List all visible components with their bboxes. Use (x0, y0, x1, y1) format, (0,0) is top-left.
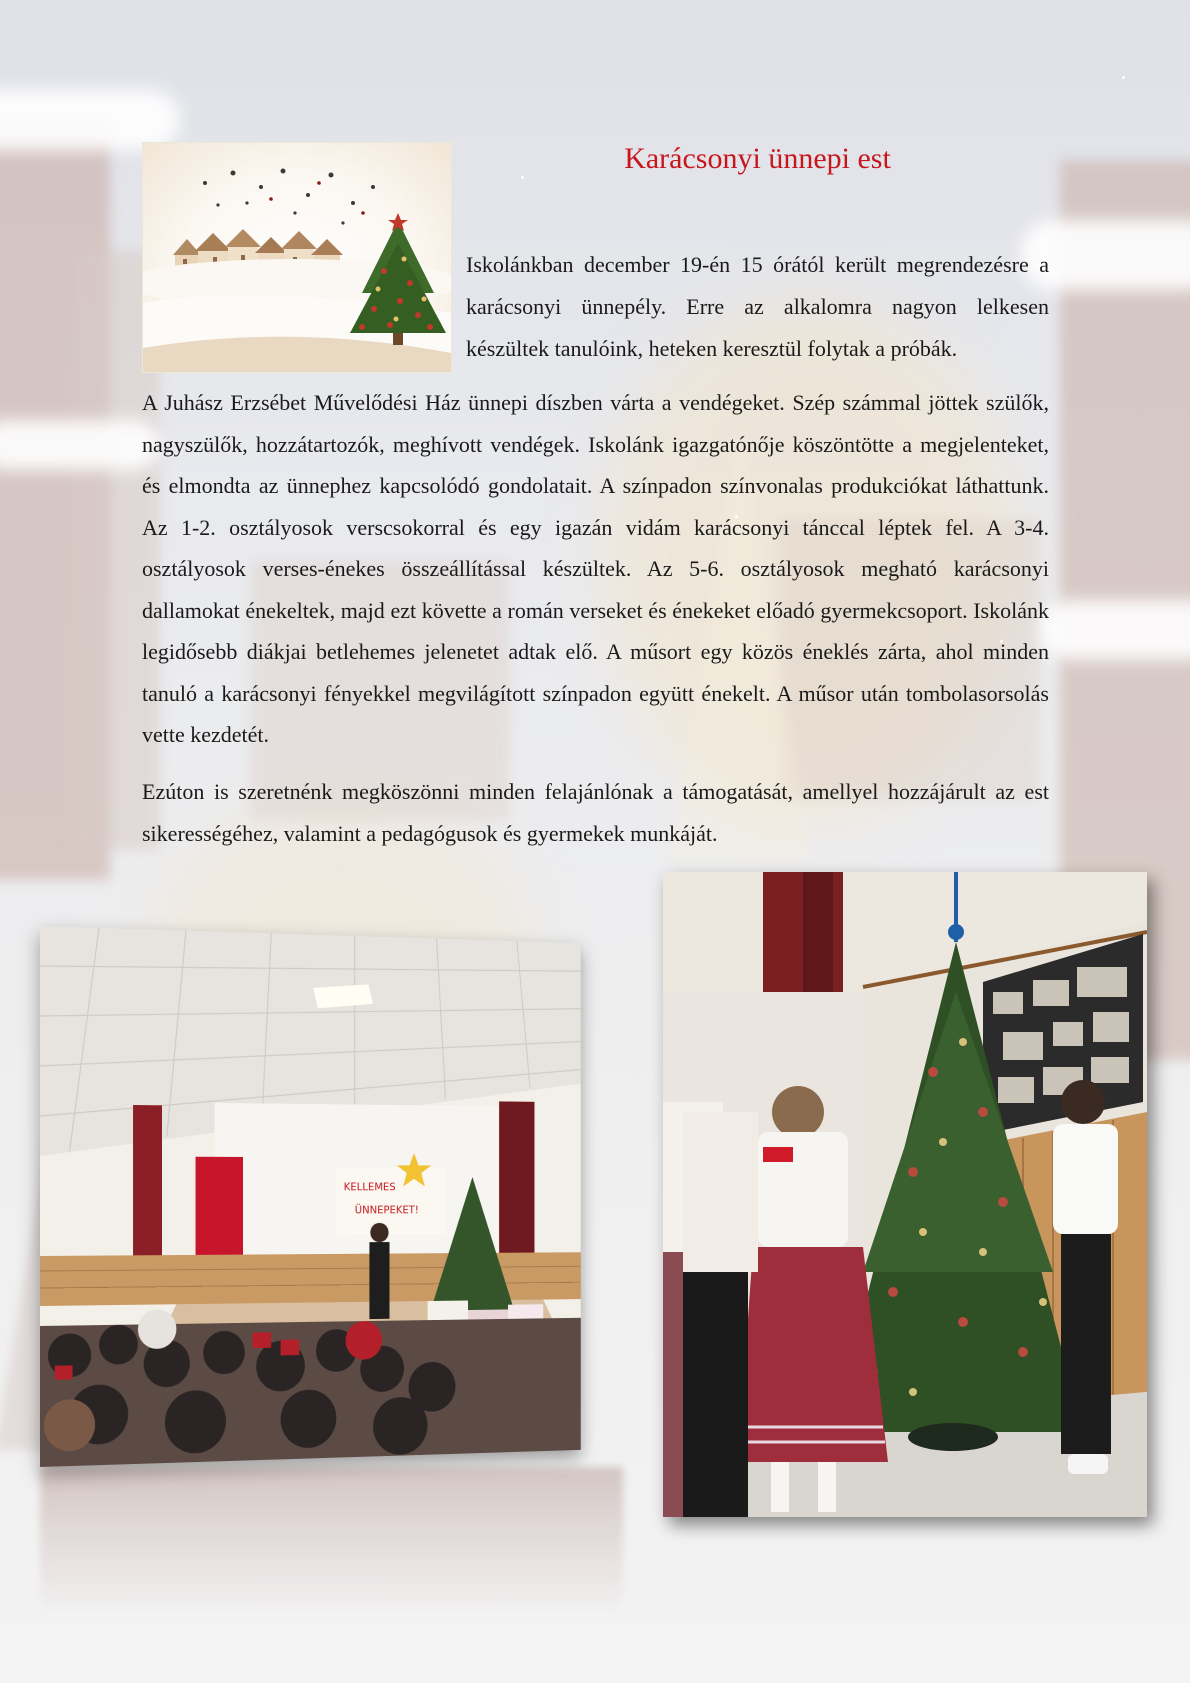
hall-celebration-photo (40, 926, 581, 1467)
intro-paragraph: Iskolánkban december 19-én 15 órától került megrendezésre a karácsonyi ünnepély. Erre az alkalomra nagyon lelkesen készültek tanulóink, heteken keresztül folytak a próbák. (466, 252, 1049, 361)
hall-scene (40, 926, 581, 1467)
tree-decorating-photo (663, 872, 1147, 1517)
banner-line1: KELLEMES (343, 1180, 396, 1194)
thanks-paragraph: Ezúton is szeretnénk megköszönni minden felajánlónak a támogatását, amellyel hozzájárult az est sikerességéhez, valamint a pedagógusok és gyermekek munkáját. (142, 779, 1049, 846)
christmas-card-image (142, 142, 452, 373)
tree-scene (663, 872, 1147, 1517)
hall-photo-reflection (40, 1467, 623, 1617)
body-paragraph: A Juhász Erzsébet Művelődési Ház ünnepi díszben várta a vendégeket. Szép számmal jöttek szülők, nagyszülők, hozzátartozók, meghívott vendégek. Iskolánk igazgatónője köszöntötte a megjelenteket, és elmondta az ünnephez kapcsolódó gondolatait. A színpadon színvonalas produkciókat láthattunk. Az 1-2. osztályosok verscsokorral és egy igazán vidám karácsonyi tánccal léptek fel. A 3-4. osztályosok verses-énekes összeállítással készültek. Az 5-6. osztályosok megható karácsonyi dallamokat énekeltek, majd ezt követte a román verseket és énekeket előadó gyermekcsoport. Iskolánk legidősebb diákjai betlehemes jelenetet adtak elő. A műsort egy közös éneklés zárta, ahol minden tanuló a karácsonyi fényekkel megvilágított színpadon együtt énekelt. A műsor után tombolasorsolás vette kezdetét. (142, 390, 1049, 747)
village-tree-illustration (143, 143, 451, 372)
banner-line2: ÜNNEPEKET! (354, 1203, 419, 1217)
article-title: Karácsonyi ünnepi est (624, 142, 891, 175)
